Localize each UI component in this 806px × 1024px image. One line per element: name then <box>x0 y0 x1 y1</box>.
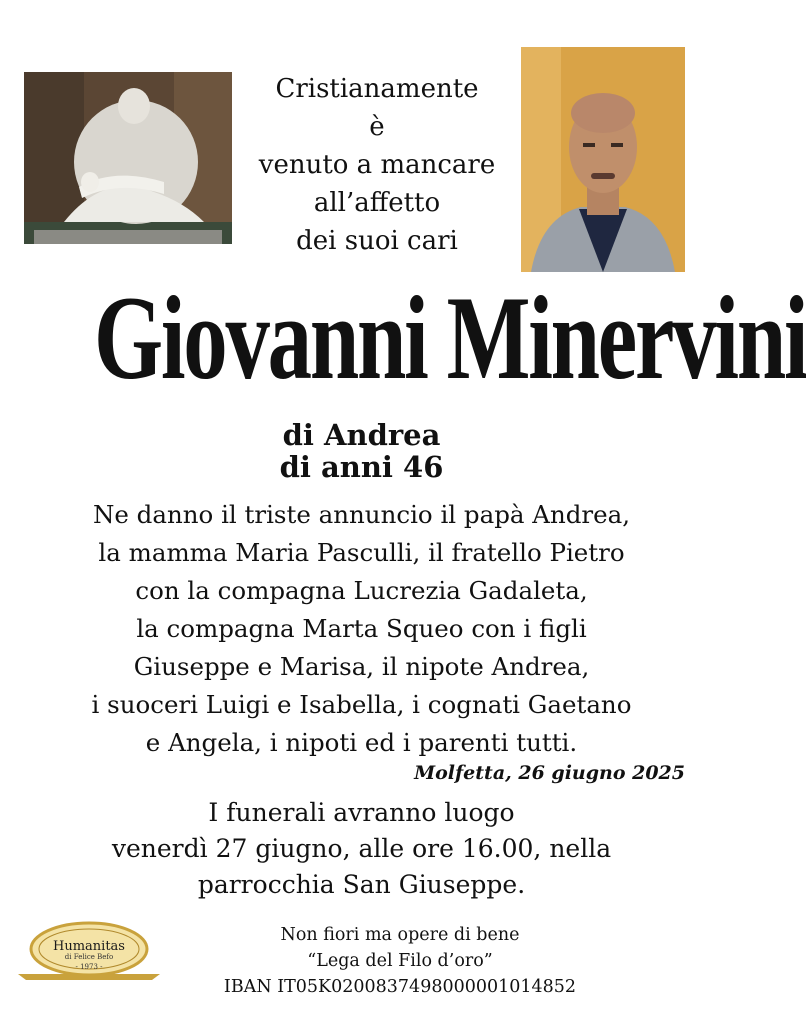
deceased-name: Giovanni Minervini <box>93 271 806 404</box>
announcement-line: e Angela, i nipoti ed i parenti tutti. <box>145 728 578 757</box>
intro-text <box>232 70 522 260</box>
intro-line: dei suoi cari <box>296 226 458 256</box>
deceased-age: di anni 46 <box>279 450 444 484</box>
intro-line: Cristianamente <box>275 74 479 104</box>
pieta-image <box>24 72 232 244</box>
place-date: Molfetta, 26 giugno 2025 <box>414 762 685 784</box>
announcement-line: la compagna Marta Squeo con i figli <box>136 614 587 643</box>
funeral-line: parrocchia San Giuseppe. <box>197 870 526 899</box>
announcement-line: i suoceri Luigi e Isabella, i cognati Gaetano <box>91 690 632 719</box>
funeral-line: I funerali avranno luogo <box>208 798 515 827</box>
logo-name: Humanitas <box>53 939 125 954</box>
intro-line: venuto a mancare <box>258 150 496 180</box>
father-name: di Andrea <box>282 418 441 452</box>
closing-line: Non fiori ma opere di bene <box>280 925 520 945</box>
iban-line: IBAN IT05K0200837498000001014852 <box>223 977 577 997</box>
logo-year: - 1973 - <box>75 963 103 971</box>
closing-text <box>140 922 660 1000</box>
intro-line: è <box>369 112 385 142</box>
announcement-line: la mamma Maria Pasculli, il fratello Pietro <box>98 538 625 567</box>
portrait-photo <box>521 47 685 272</box>
announcement-line: Ne danno il triste annuncio il papà Andrea, <box>92 500 631 529</box>
funeral-line: venerdì 27 giugno, alle ore 16.00, nella <box>111 834 612 863</box>
announcement-line: con la compagna Lucrezia Gadaleta, <box>135 576 588 605</box>
closing-line: “Lega del Filo d’oro” <box>307 951 493 971</box>
announcement-line: Giuseppe e Marisa, il nipote Andrea, <box>133 652 590 681</box>
logo-sub: di Felice Befo <box>64 953 114 961</box>
intro-line: all’affetto <box>313 188 441 218</box>
funeral-info <box>0 795 723 903</box>
announcement-text <box>20 496 703 762</box>
